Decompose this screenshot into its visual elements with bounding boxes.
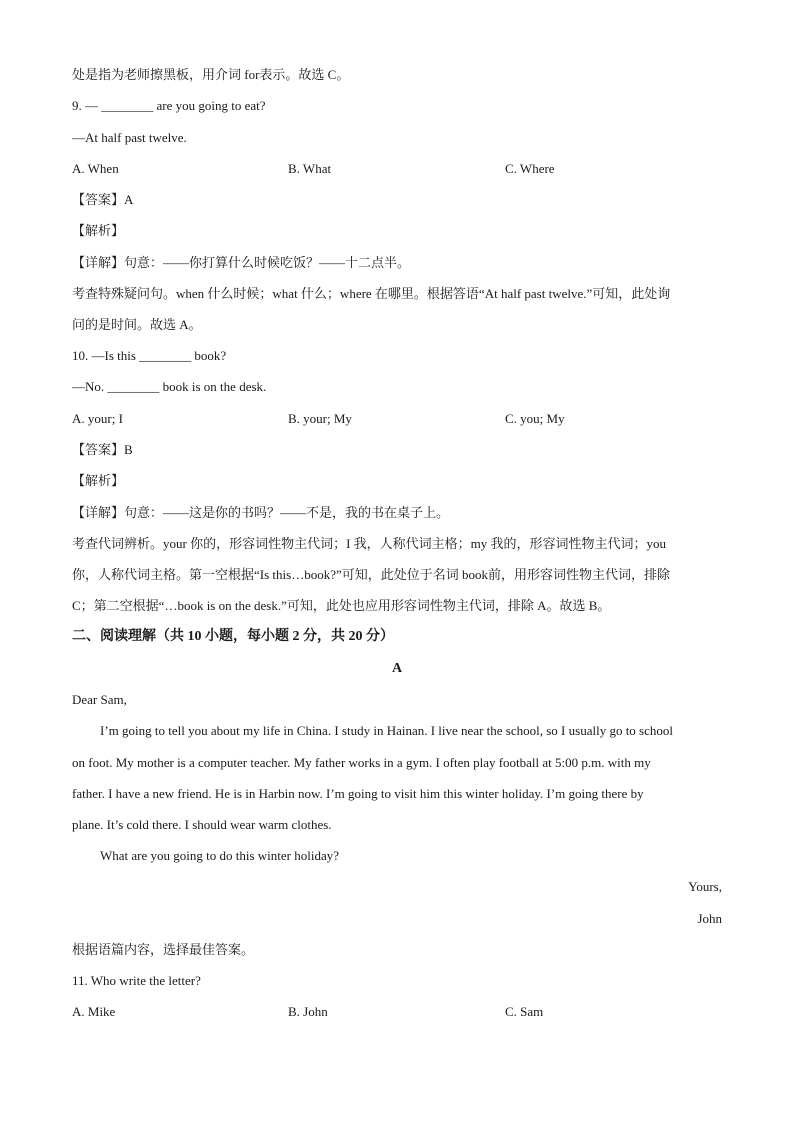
letter-paragraph-2: What are you going to do this winter holiday? (100, 848, 340, 863)
question-10-explanation-2: 你，人称代词主格。第一空根据“Is this…book?”可知，此处位于名词 book前，用形容词性物主代词，排除 (72, 567, 670, 582)
question-10-option-b: B. your; My (288, 411, 352, 426)
reading-instruction: 根据语篇内容，选择最佳答案。 (72, 942, 255, 957)
question-11-option-c: C. Sam (505, 1004, 544, 1019)
question-9-answer: 【答案】A (72, 192, 134, 207)
question-9-option-a: A. When (72, 161, 119, 176)
question-10-analysis-label: 【解析】 (72, 473, 125, 488)
question-10-option-c: C. you; My (505, 411, 565, 426)
question-9-stem: 9. — ________ are you going to eat? (72, 98, 266, 113)
question-9-explanation-2: 问的是时间。故选 A。 (72, 317, 202, 332)
question-10-option-a: A. your; I (72, 411, 123, 426)
section-title: 二、阅读理解（共 10 小题，每小题 2 分，共 20 分） (72, 629, 394, 644)
question-9-option-c: C. Where (505, 161, 555, 176)
letter-paragraph-1-line-3: father. I have a new friend. He is in Harbin now. I’m going to visit him this winter holiday. I’m going there by (72, 786, 644, 801)
question-11-stem: 11. Who write the letter? (72, 973, 201, 988)
question-10-explanation-1: 考查代词辨析。your 你的，形容词性物主代词；I 我，人称代词主格；my 我的，形容词性物主代词；you (72, 536, 667, 551)
passage-label: A (391, 661, 403, 676)
letter-closing: Yours, (688, 879, 722, 894)
question-11-option-b: B. John (288, 1004, 328, 1019)
question-10-answer: 【答案】B (72, 442, 133, 457)
question-9-reply: —At half past twelve. (72, 130, 187, 145)
question-9-option-b: B. What (288, 161, 332, 176)
question-10-detail: 【详解】句意：——这是你的书吗？——不是，我的书在桌子上。 (72, 505, 450, 520)
question-9-detail: 【详解】句意：——你打算什么时候吃饭？——十二点半。 (72, 255, 411, 270)
previous-answer-note: 处是指为老师擦黑板，用介词 for表示。故选 C。 (72, 67, 350, 82)
question-10-reply: —No. ________ book is on the desk. (72, 379, 267, 394)
letter-greeting: Dear Sam, (72, 692, 127, 707)
question-9-analysis-label: 【解析】 (72, 223, 125, 238)
question-10-explanation-3: C；第二空根据“…book is on the desk.”可知，此处也应用形容词性物主代词，排除 A。故选 B。 (72, 598, 611, 613)
letter-signature: John (697, 911, 722, 926)
letter-paragraph-1-line-4: plane. It’s cold there. I should wear warm clothes. (72, 817, 332, 832)
question-9-explanation-1: 考查特殊疑问句。when 什么时候；what 什么；where 在哪里。根据答语“At half past twelve.”可知，此处询 (72, 286, 671, 301)
letter-paragraph-1-line-2: on foot. My mother is a computer teacher. My father works in a gym. I often play football at 5:00 p.m. with my (72, 755, 651, 770)
question-10-stem: 10. —Is this ________ book? (72, 348, 227, 363)
letter-paragraph-1-line-1: I’m going to tell you about my life in China. I study in Hainan. I live near the school, so I usually go to school (100, 723, 673, 738)
question-11-option-a: A. Mike (72, 1004, 116, 1019)
